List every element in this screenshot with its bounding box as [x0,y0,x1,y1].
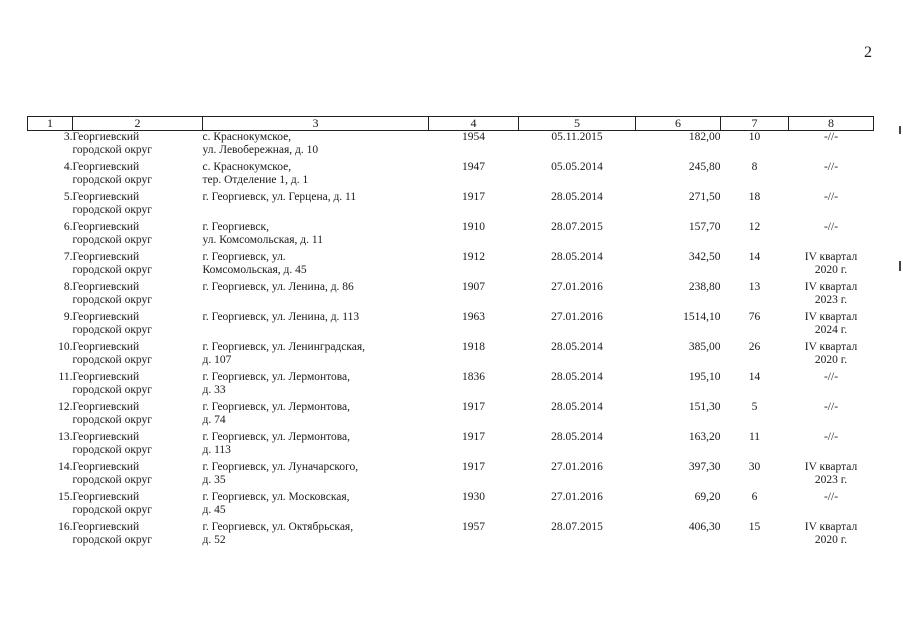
address-cell [203,371,429,401]
area-cell: 342,50 [688,251,721,263]
address-line: д. 74 [202,413,226,426]
residents-count-cell: 26 [748,341,761,353]
area-cell: 245,80 [688,161,721,173]
residents-count-cell: 13 [748,281,761,293]
term-cell [789,401,874,431]
row-number-cell: 12. [58,401,73,413]
address-cell [203,251,429,281]
district-line: городской округ [72,533,152,546]
term-line: -//- [823,371,839,383]
row-number-cell: 8. [63,281,73,293]
address-cell [203,191,429,221]
residents-count-cell: 18 [748,191,761,203]
address-cell [203,431,429,461]
district-cell [73,461,203,491]
residents-count-cell: 5 [751,401,758,413]
address-cell [203,281,429,311]
table-body [28,131,874,552]
district-line: Георгиевский [72,491,140,503]
term-cell [789,431,874,461]
district-line: городской округ [72,233,152,246]
area-cell: 182,00 [688,131,721,143]
term-cell [789,491,874,521]
address-line: д. 35 [202,473,226,486]
row-number-cell: 4. [63,161,73,173]
term-line: 2020 г. [814,263,848,276]
address-cell [203,311,429,341]
district-line: Георгиевский [72,131,140,143]
table-row [28,191,874,221]
term-cell [789,281,874,311]
address-cell [203,131,429,162]
row-number-cell: 3. [63,131,73,143]
address-line: г. Георгиевск, [202,221,269,233]
scan-edge-mark [899,261,901,271]
term-line: IV квартал [804,281,858,293]
row-number-cell: 13. [58,431,73,443]
term-line: IV квартал [804,311,858,323]
year-built-cell: 1947 [462,161,485,173]
district-line: городской округ [72,203,152,216]
residents-count-cell: 8 [751,161,758,173]
row-number-cell: 14. [58,461,73,473]
column-header-3: 3 [203,117,429,131]
district-line: городской округ [72,173,152,186]
date-cell: 05.05.2014 [551,161,603,173]
district-line: городской округ [72,263,152,276]
district-line: городской округ [72,143,152,156]
residents-count-cell: 11 [748,431,761,443]
year-built-cell: 1917 [462,431,485,443]
area-cell: 238,80 [688,281,721,293]
column-header-7: 7 [721,117,789,131]
year-built-cell: 1930 [462,491,485,503]
area-cell: 385,00 [688,341,721,353]
header-row [28,117,874,131]
address-line: г. Георгиевск, ул. Лермонтова, [202,401,351,413]
term-line: IV квартал [804,251,858,263]
district-line: Георгиевский [72,251,140,263]
date-cell: 28.07.2015 [551,521,603,533]
row-number-cell: 7. [63,251,73,263]
residents-count-cell: 30 [748,461,761,473]
scan-edge-mark [899,126,901,134]
area-cell: 151,30 [688,401,721,413]
address-line: г. Георгиевск, ул. Луначарского, [202,461,359,473]
residents-count-cell: 76 [748,311,761,323]
year-built-cell: 1917 [462,191,485,203]
housing-register-table [27,116,874,551]
residents-count-cell: 6 [751,491,758,503]
term-line: IV квартал [804,461,858,473]
table-row [28,371,874,401]
date-cell: 28.05.2014 [551,371,603,383]
term-line: 2020 г. [814,353,848,366]
district-cell [73,191,203,221]
year-built-cell: 1957 [462,521,485,533]
year-built-cell: 1836 [462,371,485,383]
district-cell [73,371,203,401]
term-cell [789,341,874,371]
term-line: 2024 г. [814,323,848,336]
term-line: -//- [823,221,839,233]
table-row [28,461,874,491]
district-line: городской округ [72,353,152,366]
residents-count-cell: 14 [748,371,761,383]
term-line: -//- [823,131,839,143]
date-cell: 28.07.2015 [551,221,603,233]
column-header-2: 2 [73,117,203,131]
table-row [28,521,874,551]
term-cell [789,521,874,551]
district-line: Георгиевский [72,521,140,533]
district-cell [73,281,203,311]
year-built-cell: 1918 [462,341,485,353]
row-number-cell: 15. [58,491,73,503]
year-built-cell: 1912 [462,251,485,263]
year-built-cell: 1917 [462,461,485,473]
term-line: -//- [823,161,839,173]
address-line: г. Георгиевск, ул. Ленина, д. 86 [202,281,354,293]
address-line: д. 45 [202,503,226,516]
column-header-4: 4 [429,117,519,131]
address-line: ул. Левобережная, д. 10 [202,143,319,156]
date-cell: 27.01.2016 [551,311,603,323]
table-row [28,401,874,431]
page-number: 2 [864,44,872,61]
year-built-cell: 1910 [462,221,485,233]
date-cell: 28.05.2014 [551,401,603,413]
year-built-cell: 1963 [462,311,485,323]
address-line: г. Георгиевск, ул. [202,251,286,263]
term-cell [789,161,874,191]
term-line: IV квартал [804,521,858,533]
district-cell [73,431,203,461]
district-line: Георгиевский [72,371,140,383]
district-line: городской округ [72,503,152,516]
area-cell: 397,30 [688,461,721,473]
area-cell: 195,10 [688,371,721,383]
district-cell [73,491,203,521]
row-number-cell: 10. [58,341,73,353]
residents-count-cell: 15 [748,521,761,533]
table-row [28,281,874,311]
address-cell [203,521,429,551]
address-line: д. 107 [202,353,232,366]
district-line: городской округ [72,323,152,336]
year-built-cell: 1954 [462,131,485,143]
address-line: с. Краснокумское, [202,161,292,173]
address-cell [203,221,429,251]
year-built-cell: 1907 [462,281,485,293]
district-cell [73,521,203,551]
address-line: Комсомольская, д. 45 [202,263,307,276]
date-cell: 28.05.2014 [551,191,603,203]
column-header-1: 1 [28,117,73,131]
address-cell [203,401,429,431]
table-row [28,131,874,162]
date-cell: 28.05.2014 [551,251,603,263]
address-line: с. Краснокумское, [202,131,292,143]
district-line: Георгиевский [72,431,140,443]
district-line: Георгиевский [72,281,140,293]
term-cell [789,131,874,162]
term-line: 2023 г. [814,293,848,306]
row-number-cell: 11. [58,371,73,383]
address-line: г. Георгиевск, ул. Герцена, д. 11 [202,191,357,203]
table-row [28,221,874,251]
address-cell [203,461,429,491]
address-line: д. 52 [202,533,226,546]
date-cell: 27.01.2016 [551,491,603,503]
district-line: городской округ [72,293,152,306]
address-line: г. Георгиевск, ул. Московская, [202,491,350,503]
address-line: г. Георгиевск, ул. Ленина, д. 113 [202,311,360,323]
district-line: Георгиевский [72,161,140,173]
district-line: городской округ [72,473,152,486]
district-cell [73,401,203,431]
row-number-cell: 9. [63,311,73,323]
term-cell [789,191,874,221]
table-row [28,161,874,191]
district-cell [73,161,203,191]
address-line: г. Георгиевск, ул. Лермонтова, [202,371,351,383]
row-number-cell: 16. [58,521,73,533]
area-cell: 157,70 [688,221,721,233]
address-cell [203,161,429,191]
year-built-cell: 1917 [462,401,485,413]
term-cell [789,311,874,341]
address-line: тер. Отделение 1, д. 1 [202,173,309,186]
residents-count-cell: 10 [748,131,761,143]
address-cell [203,491,429,521]
district-line: Георгиевский [72,401,140,413]
row-number-cell: 5. [63,191,73,203]
district-line: Георгиевский [72,341,140,353]
residents-count-cell: 14 [748,251,761,263]
district-line: Георгиевский [72,191,140,203]
term-line: -//- [823,401,839,413]
table-row [28,251,874,281]
address-line: г. Георгиевск, ул. Ленинградская, [202,341,366,353]
area-cell: 163,20 [688,431,721,443]
row-number-cell: 6. [63,221,73,233]
address-line: д. 33 [202,383,226,396]
area-cell: 69,20 [694,491,721,503]
area-cell: 271,50 [688,191,721,203]
area-cell: 406,30 [688,521,721,533]
table-row [28,341,874,371]
district-cell [73,251,203,281]
district-line: городской округ [72,383,152,396]
term-line: 2020 г. [814,533,848,546]
district-cell [73,341,203,371]
column-header-5: 5 [519,117,636,131]
district-cell [73,131,203,162]
date-cell: 28.05.2014 [551,431,603,443]
date-cell: 05.11.2015 [551,131,603,143]
table-row [28,311,874,341]
term-line: -//- [823,191,839,203]
term-cell [789,251,874,281]
date-cell: 28.05.2014 [551,341,603,353]
address-line: г. Георгиевск, ул. Октябрьская, [202,521,354,533]
district-line: Георгиевский [72,221,140,233]
district-line: городской округ [72,413,152,426]
district-line: Георгиевский [72,461,140,473]
term-cell [789,461,874,491]
term-line: 2023 г. [814,473,848,486]
district-cell [73,311,203,341]
term-cell [789,371,874,401]
table-row [28,491,874,521]
term-line: IV квартал [804,341,858,353]
table-row [28,431,874,461]
address-line: ул. Комсомольская, д. 11 [202,233,323,246]
district-line: городской округ [72,443,152,456]
date-cell: 27.01.2016 [551,281,603,293]
area-cell: 1514,10 [683,311,721,323]
column-header-8: 8 [789,117,874,131]
residents-count-cell: 12 [748,221,761,233]
date-cell: 27.01.2016 [551,461,603,473]
term-cell [789,221,874,251]
address-cell [203,341,429,371]
term-line: -//- [823,491,839,503]
address-line: г. Георгиевск, ул. Лермонтова, [202,431,351,443]
column-header-6: 6 [636,117,721,131]
district-cell [73,221,203,251]
term-line: -//- [823,431,839,443]
address-line: д. 113 [202,443,231,456]
district-line: Георгиевский [72,311,140,323]
